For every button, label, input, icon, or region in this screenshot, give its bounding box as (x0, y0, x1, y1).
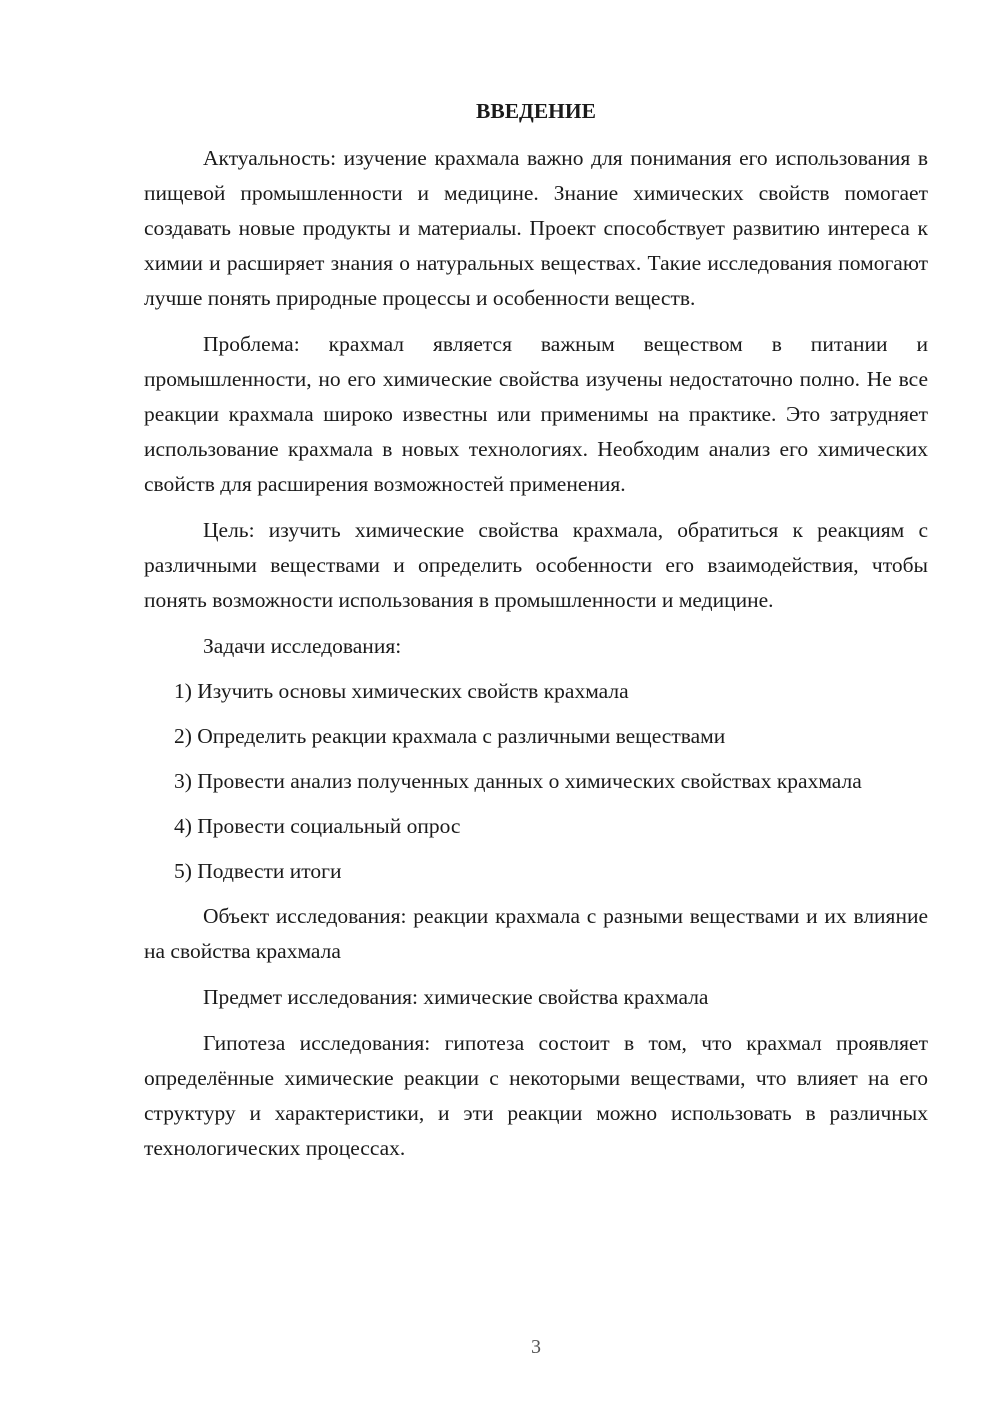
list-item: 5) Подвести итоги (174, 859, 342, 883)
paragraph-problem: Проблема: крахмал является важным веществом в питании и промышленности, но его химические свойства изучены недостаточно полно. Не все реакции крахмала широко известны или применимы на практике. Это затрудняет использование крахмала в новых технологиях. Необходим анализ его химических свойств для расширения возможностей применения. (144, 332, 928, 496)
list-item: 4) Провести социальный опрос (174, 814, 461, 838)
tasks-heading: Задачи исследования: (203, 634, 402, 658)
paragraph-subject: Предмет исследования: химические свойства крахмала (203, 985, 709, 1009)
list-item: 3) Провести анализ полученных данных о химических свойствах крахмала (174, 769, 862, 793)
paragraph-goal: Цель: изучить химические свойства крахмала, обратиться к реакциям с различными веществами и определить особенности его взаимодействия, чтобы понять возможности использования в промышленности и медицине. (144, 518, 928, 612)
page-number: 3 (531, 1336, 541, 1358)
list-item: 2) Определить реакции крахмала с различными веществами (174, 724, 726, 748)
paragraph-object: Объект исследования: реакции крахмала с разными веществами и их влияние на свойства крахмала (144, 904, 928, 963)
paragraph-hypothesis: Гипотеза исследования: гипотеза состоит в том, что крахмал проявляет определённые химические реакции с некоторыми веществами, что влияет на его структуру и характеристики, и эти реакции можно использовать в различных технологических процессах. (144, 1031, 928, 1160)
page-title: ВВЕДЕНИЕ (476, 99, 596, 123)
list-item: 1) Изучить основы химических свойств крахмала (174, 679, 629, 703)
tasks-list (144, 674, 928, 889)
document-page (144, 94, 928, 1177)
paragraph-relevance: Актуальность: изучение крахмала важно для понимания его использования в пищевой промышленности и медицине. Знание химических свойств помогает создавать новые продукты и материалы. Проект способствует развитию интереса к химии и расширяет знания о натуральных веществах. Такие исследования помогают лучше понять природные процессы и особенности веществ. (144, 146, 928, 310)
